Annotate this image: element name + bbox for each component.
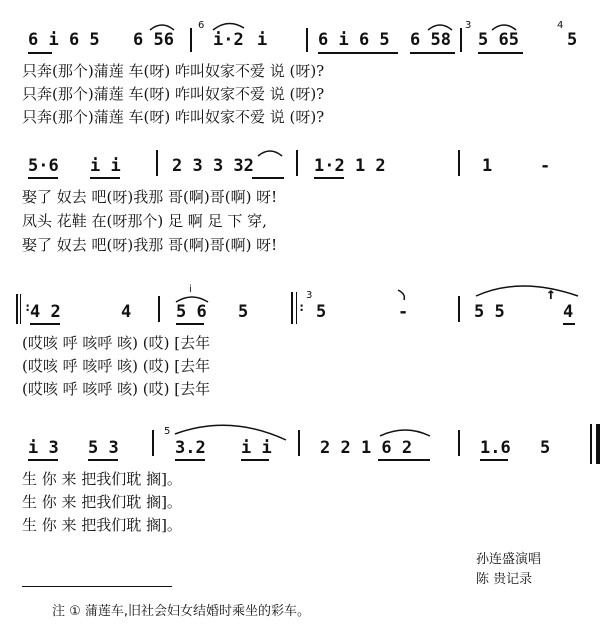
slur <box>492 25 516 30</box>
note-group: 5 3 <box>88 438 119 458</box>
footnote-rule <box>22 586 172 587</box>
note-group: 5 <box>238 302 249 322</box>
note-group: 1 <box>482 156 493 176</box>
repeat-dots: : <box>298 300 306 314</box>
grace-mark: 6 <box>198 20 205 31</box>
lyric-line: 只奔(那个)蒲莲 车(呀) 咋叫奴家不爱 说 (呀)? <box>22 108 325 126</box>
footnote: 注 ① 蒲莲车,旧社会妇女结婚时乘坐的彩车。 <box>52 604 311 619</box>
note-group: 5 <box>540 438 551 458</box>
note-group: 5 <box>316 302 327 322</box>
note-group: 6 i 6 5 <box>28 30 100 50</box>
slur <box>213 23 244 30</box>
lyric-line: (哎咳 呼 咳呼 咳) (哎) [去年 <box>22 357 211 375</box>
grace-mark: i <box>189 284 192 295</box>
grace-mark: 3 <box>306 290 313 301</box>
note-group: 1.6 <box>480 438 511 458</box>
slur <box>398 290 404 300</box>
slur <box>175 425 286 440</box>
note-group: 2 2 1 6 2 <box>320 438 413 458</box>
lyric-line: 凤头 花鞋 在(呀那个) 足 啊 足 下 穿, <box>22 212 267 230</box>
lyric-line: 生 你 来 把我们耽 搁]。 <box>22 516 182 534</box>
note-group: i·2 <box>213 30 244 50</box>
note-group: 5·6 <box>28 156 59 176</box>
grace-mark: 5 <box>164 426 171 437</box>
grace-mark: 4 <box>557 20 564 31</box>
repeat-dots: : <box>24 300 32 314</box>
recorder-credit: 陈 贵记录 <box>476 572 533 587</box>
slur <box>476 286 578 296</box>
note-group: 5 6 <box>176 302 207 322</box>
note-group: 5 <box>567 30 578 50</box>
note-group: 6 i 6 5 <box>318 30 390 50</box>
note-group: 3.2 <box>175 438 206 458</box>
lyric-line: (哎咳 呼 咳呼 咳) (哎) [去年 <box>22 334 211 352</box>
lyric-line: 生 你 来 把我们耽 搁]。 <box>22 493 182 511</box>
note-group: 6 56 <box>133 30 174 50</box>
note-group: i i <box>90 156 121 176</box>
singer-credit: 孙连盛演唱 <box>476 552 542 567</box>
note-group: i i <box>241 438 272 458</box>
slur <box>428 25 452 30</box>
lyric-line: 娶了 奴去 吧(呀)我那 哥(啊)哥(啊) 呀! <box>22 236 278 254</box>
note-group: 5 65 <box>478 30 519 50</box>
note-group: 4 <box>121 302 132 322</box>
breath-arrow-icon: ↑ <box>546 284 556 303</box>
slur <box>380 430 430 436</box>
lyric-line: 娶了 奴去 吧(呀)我那 哥(啊)哥(啊) 呀! <box>22 188 278 206</box>
note-group: 2 3 3 32 <box>172 156 254 176</box>
slur <box>258 151 282 156</box>
note-group: i 3 <box>28 438 59 458</box>
note-group: 4 2 <box>30 302 61 322</box>
note-group: - <box>398 302 409 322</box>
grace-mark: 3 <box>465 20 472 31</box>
note-group: - <box>540 156 551 176</box>
note-group: 1·2 1 2 <box>314 156 386 176</box>
lyric-line: (哎咳 呼 咳呼 咳) (哎) [去年 <box>22 380 211 398</box>
note-group: i <box>257 30 268 50</box>
lyric-line: 只奔(那个)蒲莲 车(呀) 咋叫奴家不爱 说 (呀)? <box>22 62 325 80</box>
slur <box>176 297 208 302</box>
note-group: 6 58 <box>410 30 451 50</box>
note-group: 5 5 <box>474 302 505 322</box>
slur <box>150 25 174 30</box>
lyric-line: 只奔(那个)蒲莲 车(呀) 咋叫奴家不爱 说 (呀)? <box>22 85 325 103</box>
lyric-line: 生 你 来 把我们耽 搁]。 <box>22 470 182 488</box>
note-group: 4 <box>563 302 574 322</box>
